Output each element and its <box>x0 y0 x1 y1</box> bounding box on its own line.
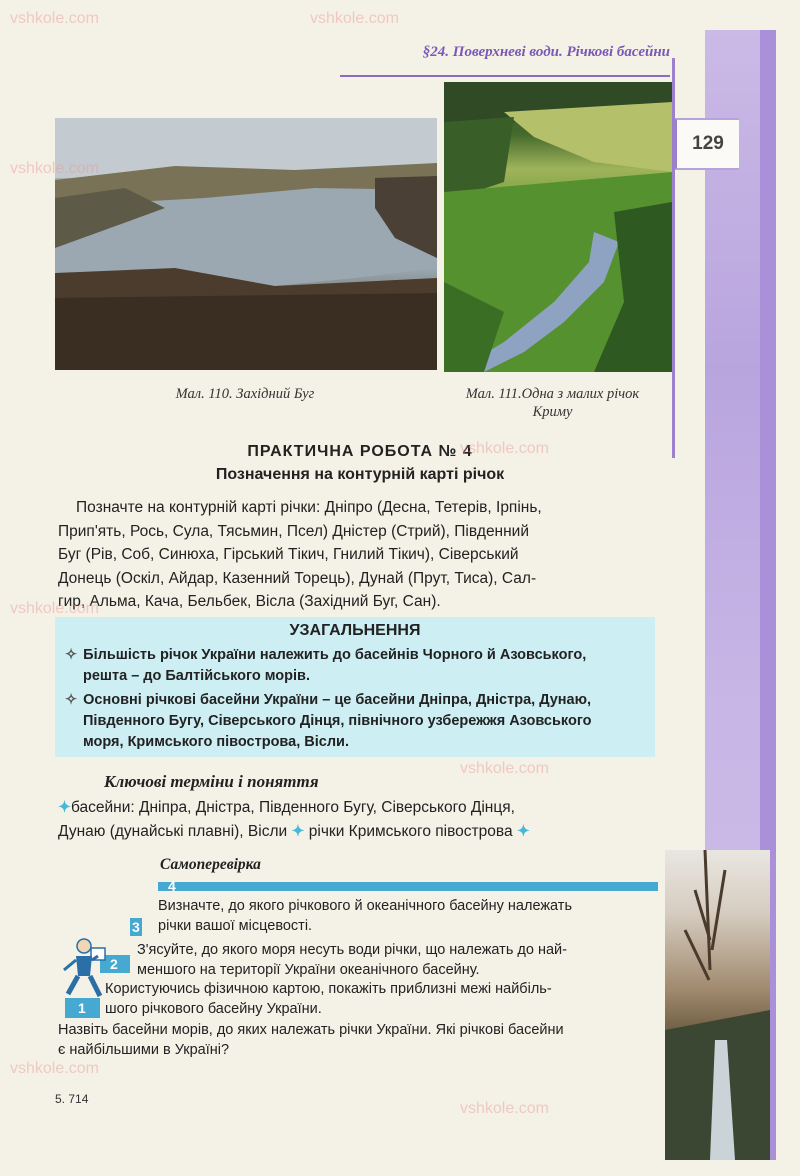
practical-work-subtitle: Позначення на контурній карті річок <box>215 466 505 483</box>
watermark: vshkole.com <box>10 160 99 177</box>
key-terms-line: Дунаю (дунайські плавні), Вісли <box>58 822 288 840</box>
question-line: З'ясуйте, до якого моря несуть води річки, що належать до най- <box>137 942 567 958</box>
watermark: vshkole.com <box>10 10 99 27</box>
practical-work-body <box>58 496 658 614</box>
watermark: vshkole.com <box>10 600 99 617</box>
stream-landscape-image <box>444 82 672 372</box>
question-line: річки вашої місцевості. <box>158 918 313 934</box>
question-line: шого річкового басейну України. <box>105 1001 322 1017</box>
level-number-2: 2 <box>110 956 118 972</box>
question-level-2 <box>105 979 665 1019</box>
body-line: гир, Альма, Кача, Бельбек, Вісла (Західний Буг, Сан). <box>58 593 441 610</box>
watermark: vshkole.com <box>310 10 399 27</box>
body-line: Прип'ять, Рось, Сула, Тясьмин, Псел) Дністер (Стрий), Південний <box>58 522 529 540</box>
star-bullet-icon: ✧ <box>65 647 78 663</box>
question-level-1 <box>58 1020 668 1060</box>
sparkle-icon: ✦ <box>516 822 530 840</box>
summary-title: УЗАГАЛЬНЕННЯ <box>289 622 421 639</box>
running-title: §24. Поверхневі води. Річкові басейни <box>422 44 670 60</box>
header-rule <box>340 75 670 77</box>
key-terms-line: річки Кримського півострова <box>308 822 513 840</box>
river-landscape-image <box>55 118 437 370</box>
key-terms-title: Ключові терміни і поняття <box>104 772 319 791</box>
body-line: Буг (Рів, Соб, Синюха, Гірський Тікич, Гнилий Тікич), Сіверський <box>58 546 519 563</box>
sparkle-icon: ✦ <box>58 799 71 816</box>
summary-line: Основні річкові басейни України – це басейни Дніпра, Дністра, Дунаю, <box>83 692 592 708</box>
practical-work-title: ПРАКТИЧНА РОБОТА № 4 <box>247 443 473 460</box>
question-level-3 <box>137 940 662 980</box>
print-signature: 5. 714 <box>55 1092 89 1106</box>
level-number-4: 4 <box>168 878 176 894</box>
watermark: vshkole.com <box>10 1060 99 1077</box>
level-number-1: 1 <box>78 1000 86 1016</box>
question-line: меншого на території України океанічного басейну. <box>137 962 480 978</box>
question-line: Користуючись фізичною картою, покажіть приблизні межі найбіль- <box>105 981 552 997</box>
figure-111-caption-line2: Криму <box>532 404 573 420</box>
watermark: vshkole.com <box>460 440 549 457</box>
runner-figure-icon <box>58 936 108 1002</box>
body-line: Донець (Оскіл, Айдар, Казенний Торець), Дунай (Прут, Тиса), Сал- <box>58 569 537 587</box>
waterfall-image <box>665 850 770 1160</box>
watermark: vshkole.com <box>460 1100 549 1117</box>
level-bar-4 <box>158 882 658 891</box>
self-check-title: Самоперевірка <box>160 856 261 873</box>
star-bullet-icon: ✧ <box>65 692 78 708</box>
figure-110-caption: Мал. 110. Західний Буг <box>175 386 315 402</box>
body-line: Позначте на контурній карті річки: Дніпро (Десна, Тетерів, Ірпінь, <box>76 499 542 516</box>
question-line: є найбільшими в Україні? <box>58 1042 230 1058</box>
key-terms-body <box>58 796 658 843</box>
page-number: 129 <box>674 118 739 170</box>
summary-item-2 <box>65 690 650 753</box>
photo-crimean-stream <box>444 82 672 372</box>
level-number-3: 3 <box>132 919 140 935</box>
question-line: Назвіть басейни морів, до яких належать річки України. Які річкові басейни <box>58 1022 564 1038</box>
summary-line: моря, Кримського півострова, Вісли. <box>83 734 349 750</box>
summary-item-1 <box>65 645 650 687</box>
summary-line: Більшість річок України належить до басейнів Чорного й Азовського, <box>83 647 587 663</box>
figure-111-caption-line1: Мал. 111.Одна з малих річок <box>465 386 640 402</box>
summary-line: Південного Бугу, Сіверського Дінця, північного узбережжя Азовського <box>83 713 592 729</box>
photo-forest-waterfall <box>665 850 770 1160</box>
sparkle-icon: ✦ <box>291 822 305 840</box>
question-line: Визначте, до якого річкового й океанічного басейну належать <box>158 898 573 914</box>
photo-western-bug <box>55 118 437 370</box>
watermark: vshkole.com <box>460 760 549 777</box>
question-level-4 <box>158 896 658 936</box>
key-terms-line: басейни: Дніпра, Дністра, Південного Бугу, Сіверського Дінця, <box>71 799 515 816</box>
summary-line: решта – до Балтійського морів. <box>83 668 310 684</box>
